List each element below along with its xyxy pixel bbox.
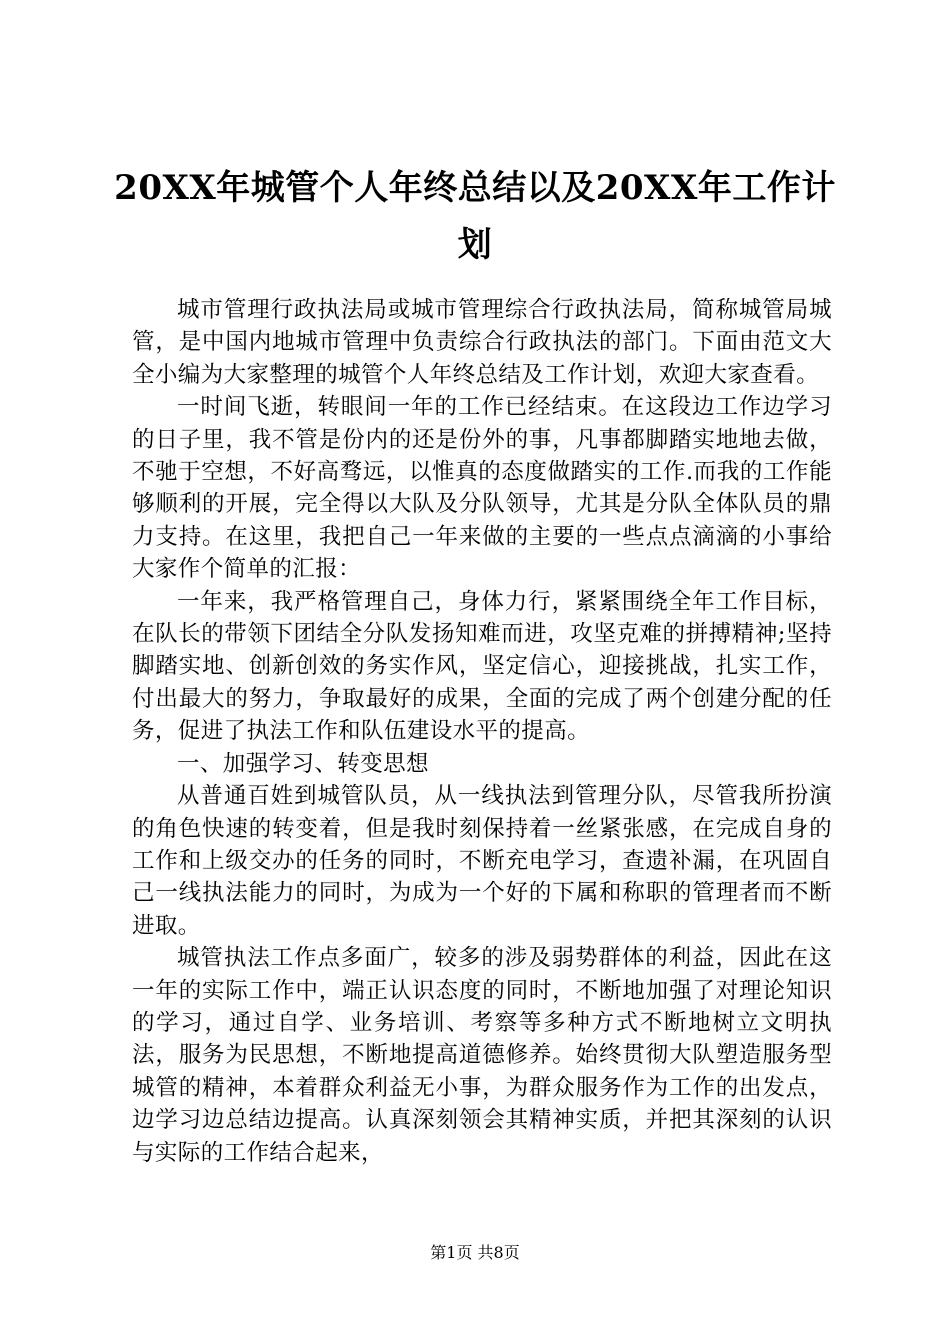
- page-footer: 第1页 共8页: [430, 1243, 520, 1262]
- paragraph-role-change: 从普通百姓到城管队员，从一线执法到管理分队，尽管我所扮演的角色快速的转变着，但是我时刻保持着一丝紧张感，在完成自身的工作和上级交办的任务的同时，不断充电学习，查遗补漏，在巩固自己一线执法能力的同时，为成为一个好的下属和称职的管理者而不断进取。: [132, 783, 832, 939]
- paragraph-summary: 一时间飞逝，转眼间一年的工作已经结束。在这段边工作边学习的日子里，我不管是份内的还是份外的事，凡事都脚踏实地地去做，不驰于空想，不好高骛远，以惟真的态度做踏实的工作.而我的工作能够顺利的开展，完全得以大队及分队领导，尤其是分队全体队员的鼎力支持。在这里，我把自己一年来做的主要的一些点点滴滴的小事给大家作个简单的汇报：: [132, 394, 832, 583]
- paragraph-year-review: 一年来，我严格管理自己，身体力行，紧紧围绕全年工作目标，在队长的带领下团结全分队发扬知难而进，攻坚克难的拼搏精神;坚持脚踏实地、创新创效的务实作风，坚定信心，迎接挑战，扎实工作，付出最大的努力，争取最好的成果，全面的完成了两个创建分配的任务，促进了执法工作和队伍建设水平的提高。: [132, 588, 832, 745]
- document-body: [132, 294, 832, 1169]
- section-heading: 一、加强学习、转变思想: [177, 750, 429, 777]
- paragraph-learning: 城管执法工作点多面广，较多的涉及弱势群体的利益，因此在这一年的实际工作中，端正认识态度的同时，不断地加强了对理论知识的学习，通过自学、业务培训、考察等多种方式不断地树立文明执法，服务为民思想，不断地提高道德修养。始终贯彻大队塑造服务型城管的精神，本着群众利益无小事，为群众服务作为工作的出发点，边学习边总结边提高。认真深刻领会其精神实质，并把其深刻的认识与实际的工作结合起来，: [132, 945, 832, 1166]
- document-title: 20XX年城管个人年终总结以及20XX年工作计划: [114, 168, 836, 265]
- paragraph-intro: 城市管理行政执法局或城市管理综合行政执法局，简称城管局城管，是中国内地城市管理中负责综合行政执法的部门。下面由范文大全小编为大家整理的城管个人年终总结及工作计划，欢迎大家查看。: [132, 297, 832, 388]
